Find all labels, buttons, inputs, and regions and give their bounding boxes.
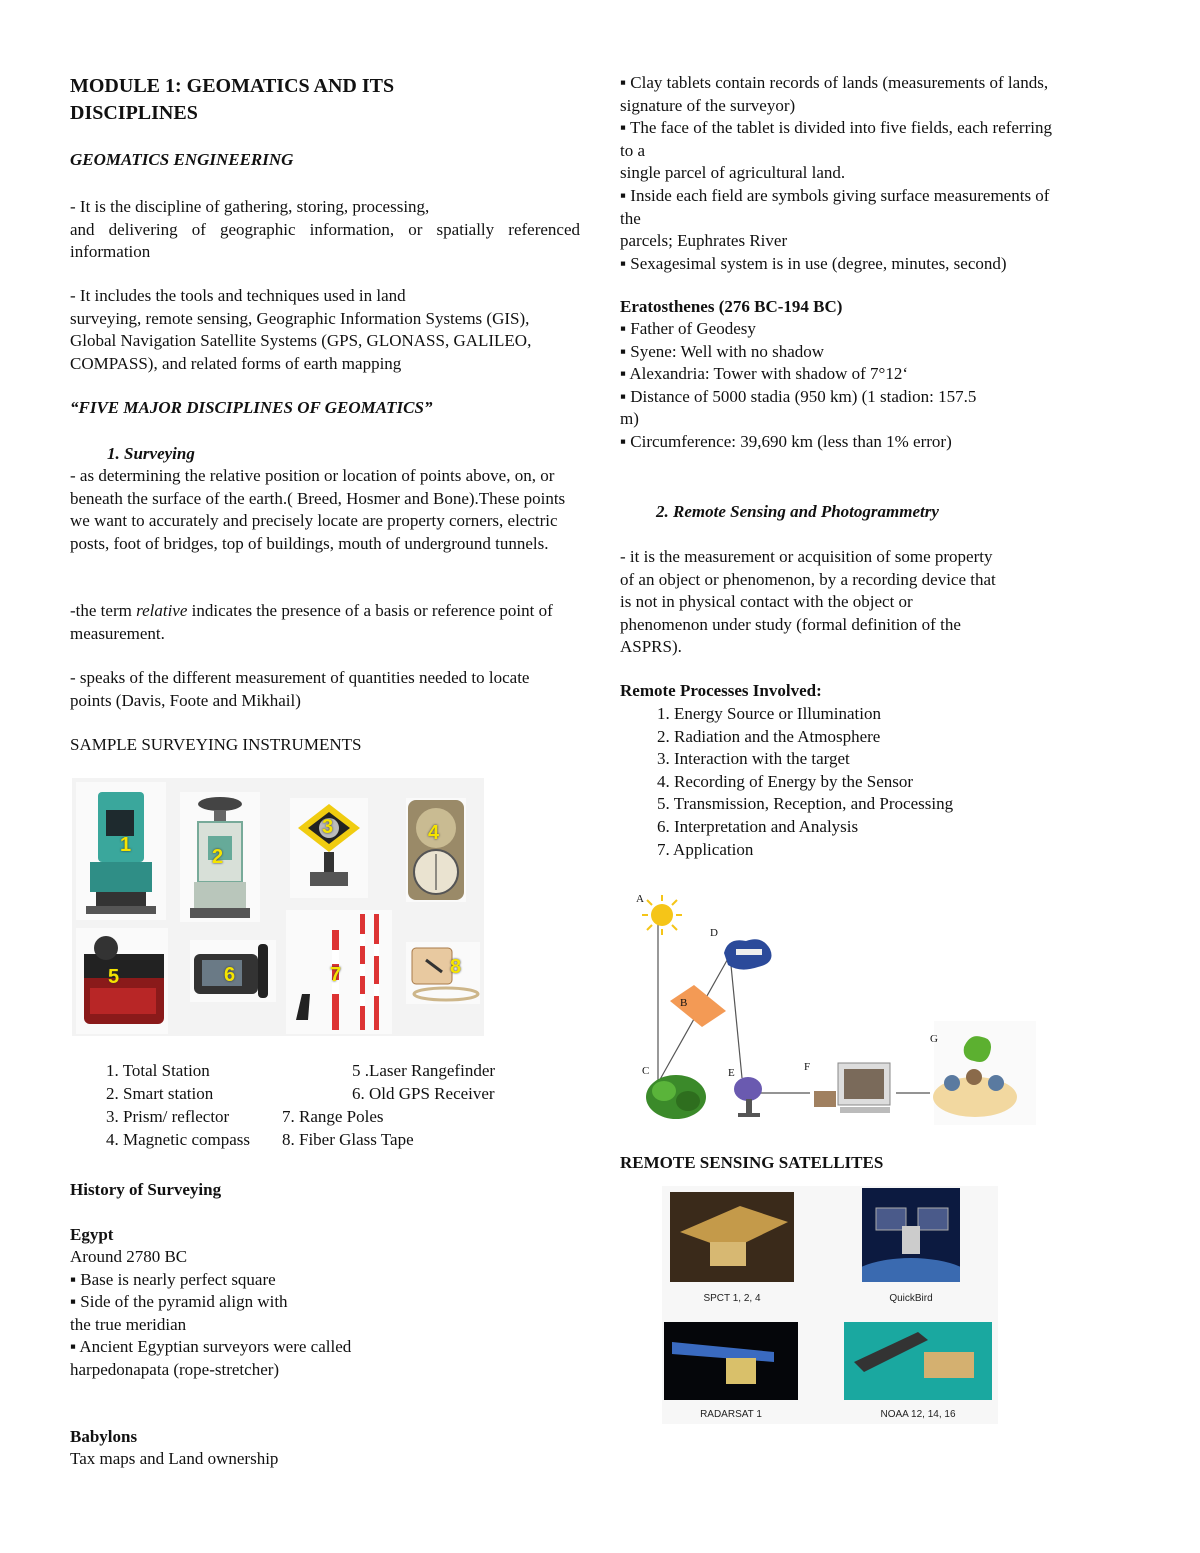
- surveying-definition: - as determining the relative position or location of points above, on, or beneath the surface of the earth.( Breed, Hosmer and Bone).These points we want to accurately and precisely locate are property corners, electric posts, foot of bridges, top of buildings, mouth of underground tunnels.: [70, 466, 566, 553]
- satellites-heading: REMOTE SENSING SATELLITES: [620, 1153, 884, 1172]
- instrument-captions: [106, 1060, 576, 1152]
- meeting-icon: [930, 1061, 1020, 1121]
- fiber-glass-tape-image: [406, 942, 480, 1004]
- processes-heading: Remote Processes Involved:: [620, 681, 822, 700]
- satellite-caption-quickbird: QuickBird: [889, 1293, 933, 1304]
- five-major-disciplines-heading: “FIVE MAJOR DISCIPLINES OF GEOMATICS”: [70, 398, 433, 417]
- satellite-caption-radarsat: RADARSAT 1: [700, 1409, 762, 1420]
- quickbird-satellite-image: [862, 1188, 960, 1282]
- egypt-heading: Egypt: [70, 1225, 114, 1244]
- caption-row: 1. Total Station 5 .Laser Rangefinder: [106, 1061, 496, 1080]
- relative-paragraph: -the term relative indicates the presence of a basis or reference point of measurement.: [70, 601, 553, 643]
- caption-row: 3. Prism/ reflector 7. Range Poles: [106, 1107, 384, 1126]
- egypt-list: Around 2780 BC ▪ Base is nearly perfect square ▪ Side of the pyramid align with the true meridian ▪ Ancient Egyptian surveyors were called harpedonapata (rope-stretcher): [70, 1247, 352, 1379]
- diagram-label-f: F: [804, 1061, 811, 1073]
- diagram-label-e: E: [728, 1067, 735, 1079]
- instrument-number-7: 7: [330, 964, 342, 986]
- title-line-2: DISCIPLINES: [70, 102, 198, 124]
- map-icon: [960, 1031, 996, 1067]
- forest-icon: [644, 1071, 708, 1121]
- satellite-caption-noaa: NOAA 12, 14, 16: [880, 1409, 956, 1420]
- satellite-caption-spot: SPCT 1, 2, 4: [703, 1293, 761, 1304]
- satellites-image: [662, 1186, 998, 1424]
- sun-icon: [642, 895, 682, 935]
- laser-rangefinder-image: [76, 928, 168, 1034]
- processes-list: 1. Energy Source or Illumination 2. Radiation and the Atmosphere 3. Interaction with the target 4. Recording of Energy by the Sensor 5. Transmission, Reception, and Processing 6. Interpretation and Analysis 7. Application: [657, 704, 954, 859]
- instrument-number-6: 6: [224, 964, 236, 986]
- diagram-label-c: C: [642, 1065, 650, 1077]
- page-title: [70, 73, 590, 127]
- remote-sensing-definition: - it is the measurement or acquisition of some property of an object or phenomenon, by a recording device that is not in physical contact with the object or phenomenon under study (formal definition of the ASPRS).: [620, 547, 996, 657]
- diagram-label-b: B: [680, 997, 688, 1009]
- instrument-number-4: 4: [428, 822, 440, 844]
- diagram-label-g: G: [930, 1033, 938, 1045]
- definition-paragraph-2: - It includes the tools and techniques used in land surveying, remote sensing, Geographic Information Systems (GIS), Global Navigation Satellite Systems (GPS, GLONASS, GALILEO, COMPASS), and related forms of earth mapping: [70, 286, 532, 373]
- instrument-number-8: 8: [450, 956, 462, 978]
- instrument-number-2: 2: [212, 846, 224, 868]
- diagram-label-a: A: [636, 893, 644, 905]
- computer-icon: [810, 1061, 894, 1117]
- eratosthenes-heading: Eratosthenes (276 BC-194 BC): [620, 297, 843, 316]
- magnetic-compass-image: [406, 798, 466, 902]
- satellite-icon: [718, 933, 778, 973]
- radarsat-satellite-image: [664, 1322, 798, 1400]
- instrument-number-1: 1: [120, 834, 132, 856]
- diagram-label-d: D: [710, 927, 718, 939]
- babylons-heading: Babylons: [70, 1427, 138, 1446]
- prism-reflector-image: [290, 798, 368, 898]
- spot-satellite-image: [670, 1192, 794, 1282]
- history-heading: History of Surveying: [70, 1180, 222, 1199]
- title-line-1: MODULE 1: GEOMATICS AND ITS: [70, 75, 395, 97]
- noaa-satellite-image: [844, 1322, 992, 1400]
- definition-paragraph-1: - It is the discipline of gathering, storing, processing, and delivering of geographic information, or spatially referenced information: [70, 197, 580, 262]
- receiving-dish-icon: [730, 1073, 770, 1119]
- instrument-number-3: 3: [322, 816, 334, 838]
- sample-instruments-heading: SAMPLE SURVEYING INSTRUMENTS: [70, 735, 362, 754]
- clay-tablets-list: ▪ Clay tablets contain records of lands (measurements of lands, signature of the surveyor) ▪ The face of the tablet is divided into five fields, each referring to a single parcel of agricultural land. ▪ Inside each field are symbols giving surface measurements of the parcels; Euphrates River ▪ Sexagesimal system is in use (degree, minutes, second): [620, 73, 1052, 273]
- instruments-image: [72, 778, 484, 1036]
- surveying-heading: 1. Surveying: [107, 444, 195, 463]
- remote-sensing-process-diagram: [634, 893, 1036, 1125]
- speaks-paragraph: - speaks of the different measurement of quantities needed to locate points (Davis, Foote and Mikhail): [70, 668, 530, 710]
- babylons-text: Tax maps and Land ownership: [70, 1449, 279, 1468]
- geomatics-engineering-heading: GEOMATICS ENGINEERING: [70, 150, 294, 169]
- eratosthenes-list: ▪ Father of Geodesy ▪ Syene: Well with no shadow ▪ Alexandria: Tower with shadow of 7°12‘ ▪ Distance of 5000 stadia (950 km) (1 stadion: 157.5 m) ▪ Circumference: 39,690 km (less than 1% error): [620, 319, 977, 451]
- remote-sensing-heading: 2. Remote Sensing and Photogrammetry: [656, 502, 939, 521]
- instrument-number-5: 5: [108, 966, 120, 988]
- caption-row: 2. Smart station 6. Old GPS Receiver: [106, 1084, 495, 1103]
- caption-row: 4. Magnetic compass 8. Fiber Glass Tape: [106, 1130, 414, 1149]
